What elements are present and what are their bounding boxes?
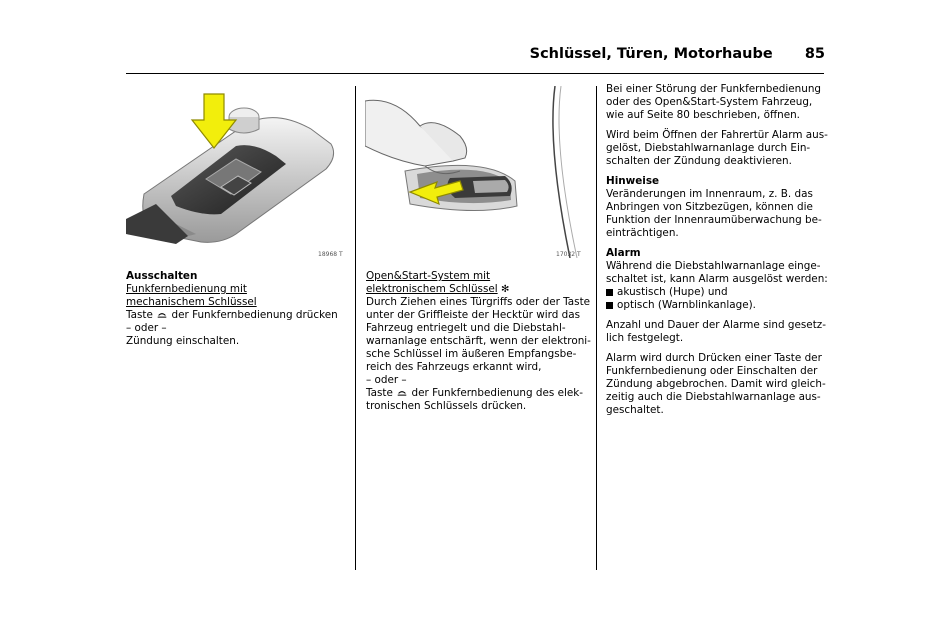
page-header [530, 46, 825, 62]
unlock-key-icon [156, 312, 168, 318]
middle-line-7: – oder – [366, 374, 407, 386]
bullet-square-icon [606, 302, 613, 309]
door-handle-illustration [365, 86, 590, 258]
column-divider-left [355, 86, 356, 570]
right-p4-line-1: Während die Diebstahlwarnanlage einge- [606, 260, 821, 272]
section-title: Schlüssel, Türen, Motorhaube [529, 46, 773, 62]
right-p6-line-2: Funkfernbedienung oder Einschalten der [606, 365, 818, 377]
right-p3-line-3: Funktion der Innenraumüberwachung be- [606, 214, 822, 226]
right-p1-line-1: Bei einer Störung der Funkfernbedienung [606, 83, 822, 95]
right-p1-line-2: oder des Open&Start-System Fahrzeug, [606, 96, 813, 108]
snowflake-icon: ✻ [500, 284, 510, 295]
figure-id-middle: 17032 T [556, 251, 581, 258]
middle-line-1: Durch Ziehen eines Türgriffs oder der Taste [366, 296, 591, 308]
right-p5-line-1: Anzahl und Dauer der Alarme sind gesetz- [606, 319, 826, 331]
right-p3-line-1: Veränderungen im Innenraum, z. B. das [606, 188, 813, 200]
column-divider-right [596, 86, 597, 570]
right-p6-line-3: Zündung abgebrochen. Damit wird gleich- [606, 378, 826, 390]
left-subheading-2: mechanischem Schlüssel [126, 296, 257, 308]
middle-line-5: sche Schlüssel im äußeren Empfangsbe- [366, 348, 577, 360]
bullet-item: optisch (Warnblinkanlage). [606, 299, 828, 312]
bullet-item: akustisch (Hupe) und [606, 286, 828, 299]
right-p2-line-1: Wird beim Öffnen der Fahrertür Alarm aus- [606, 129, 828, 141]
middle-column [366, 270, 592, 413]
left-line-3: Zündung einschalten. [126, 335, 240, 347]
middle-subheading-2: elektronischem Schlüssel [366, 283, 498, 295]
right-p5-line-2: lich festgelegt. [606, 332, 684, 344]
header-rule [126, 73, 824, 74]
page-number: 85 [804, 46, 825, 62]
right-p6-line-5: geschaltet. [606, 404, 664, 416]
right-p6-line-4: zeitig auch die Diebstahlwarnanlage aus- [606, 391, 821, 403]
middle-line-8: Taste der Funkfernbedienung des elek- [366, 387, 584, 399]
right-column [606, 83, 828, 417]
unlock-key-icon [396, 390, 408, 396]
right-p3-line-2: Anbringen von Sitzbezügen, können die [606, 201, 813, 213]
right-p6-line-1: Alarm wird durch Drücken einer Taste der [606, 352, 822, 364]
right-p1-line-3: wie auf Seite 80 beschrieben, öffnen. [606, 109, 800, 121]
middle-subheading-1: Open&Start-System mit [366, 270, 491, 282]
middle-line-6: reich des Fahrzeugs erkannt wird, [366, 361, 542, 373]
left-subheading-1: Funkfernbedienung mit [126, 283, 247, 295]
right-p3-line-4: einträchtigen. [606, 227, 679, 239]
hinweise-heading: Hinweise [606, 175, 660, 187]
left-line-1: Taste der Funkfernbedienung drücken [126, 309, 338, 321]
left-heading: Ausschalten [126, 270, 198, 282]
alarm-heading: Alarm [606, 247, 641, 259]
middle-line-9: tronischen Schlüssels drücken. [366, 400, 527, 412]
middle-line-4: warnanlage entschärft, wenn der elektroni- [366, 335, 591, 347]
left-column [126, 270, 348, 348]
key-fob-illustration [126, 84, 348, 259]
right-p2-line-2: gelöst, Diebstahlwarnanlage durch Ein- [606, 142, 811, 154]
right-p2-line-3: schalten der Zündung deaktivieren. [606, 155, 792, 167]
right-p4-line-2: schaltet ist, kann Alarm ausgelöst werden: [606, 273, 828, 285]
left-line-2: – oder – [126, 322, 167, 334]
middle-line-2: unter der Griffleiste der Hecktür wird das [366, 309, 580, 321]
bullet-square-icon [606, 289, 613, 296]
middle-line-3: Fahrzeug entriegelt und die Diebstahl- [366, 322, 566, 334]
figure-id-left: 18968 T [318, 251, 343, 258]
